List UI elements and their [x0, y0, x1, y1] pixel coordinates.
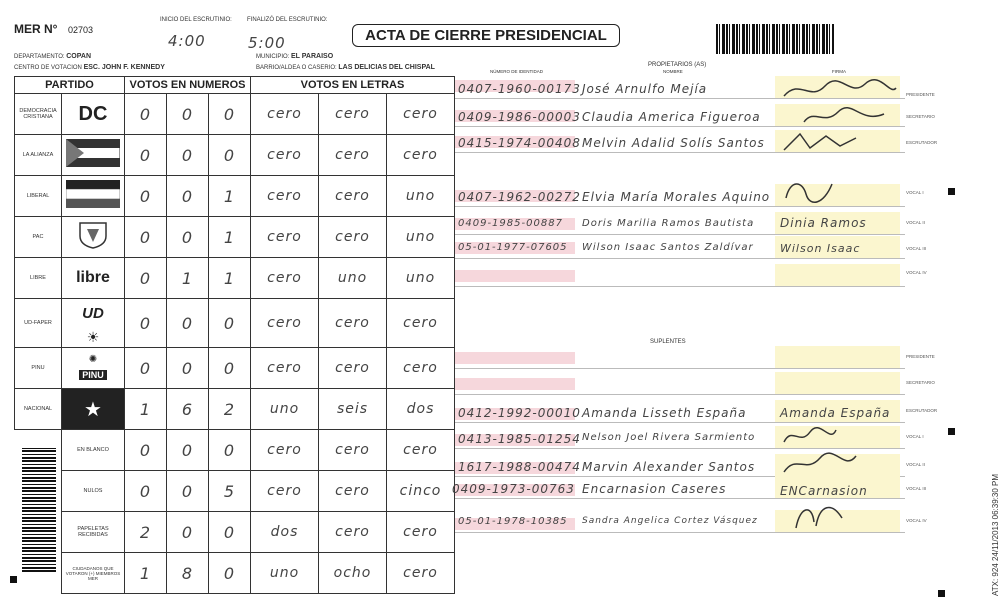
vote-digit: 0: [125, 135, 167, 176]
vote-digit: 8: [167, 553, 209, 594]
substitute-role: SECRETARIO: [906, 380, 935, 385]
vote-word: cero: [319, 217, 387, 258]
vote-word: cero: [387, 512, 455, 553]
vote-digit: 0: [125, 258, 167, 299]
start-time-label: INICIO DEL ESCRUTINIO:: [160, 17, 232, 23]
substitute-role: ESCRUTADOR: [906, 408, 938, 413]
party-name: LA ALIANZA: [15, 135, 62, 176]
vertical-barcode: [22, 448, 56, 572]
pinu-emblem-icon: ✺: [88, 353, 98, 365]
signature-text: Amanda España: [780, 406, 891, 420]
table-row: [15, 348, 455, 389]
owner-role: VOCAL I: [906, 190, 924, 195]
name-column-label: NOMBRE: [663, 69, 683, 74]
table-row: [15, 553, 455, 594]
owner-id: 0409-1986-00003: [458, 110, 581, 124]
owner-name: José Arnulfo Mejía: [582, 82, 708, 96]
vote-word: cero: [387, 430, 455, 471]
substitute-role: VOCAL I: [906, 434, 924, 439]
vote-digit: 0: [167, 348, 209, 389]
registration-mark: [948, 428, 955, 435]
signature-scribble-icon: [780, 424, 840, 451]
registration-mark: [938, 590, 945, 597]
municipality-label: MUNICIPIO: EL PARAISO: [256, 53, 334, 60]
substitute-name: Encarnasion Caseres: [582, 482, 727, 496]
owner-role: VOCAL IV: [906, 270, 927, 275]
vote-word: cero: [319, 471, 387, 512]
substitute-id: 0412-1992-00010: [458, 406, 581, 420]
owner-role: VOCAL III: [906, 246, 927, 251]
vote-digit: 0: [167, 176, 209, 217]
table-row: [15, 258, 455, 299]
party-name: LIBRE: [15, 258, 62, 299]
dc-logo: DC: [62, 94, 125, 135]
vote-digit: 0: [125, 217, 167, 258]
vote-word: cero: [319, 348, 387, 389]
owner-role: ESCRUTADOR: [906, 140, 938, 145]
nacional-star-icon: ★: [62, 389, 125, 430]
header-party: PARTIDO: [15, 77, 125, 94]
header-votes-words: VOTOS EN LETRAS: [251, 77, 455, 94]
owner-name: Elvia María Morales Aquino: [582, 190, 771, 204]
vote-digit: 1: [209, 217, 251, 258]
vote-digit: 0: [167, 512, 209, 553]
vote-word: cero: [387, 348, 455, 389]
owner-id: 0409-1985-00887: [458, 218, 563, 229]
ud-logo: UD☀: [62, 299, 125, 348]
header-votes-numbers: VOTOS EN NUMEROS: [125, 77, 251, 94]
party-name: PAPELETAS RECIBIDAS: [62, 512, 125, 553]
table-row: [15, 389, 455, 430]
signature-text: Wilson Isaac: [780, 242, 861, 255]
vote-digit: 0: [209, 430, 251, 471]
mer-number: 02703: [68, 25, 94, 35]
party-name: PAC: [15, 217, 62, 258]
owner-id: 0407-1960-00173: [458, 82, 581, 96]
vote-word: dos: [251, 512, 319, 553]
party-name: DEMOCRACIA CRISTIANA: [15, 94, 62, 135]
vote-digit: 0: [125, 471, 167, 512]
mer-label: MER N°: [14, 22, 58, 36]
vote-digit: 5: [209, 471, 251, 512]
vote-word: uno: [387, 176, 455, 217]
owner-name: Doris Marilia Ramos Bautista: [582, 218, 755, 229]
table-row: [15, 94, 455, 135]
barcode: [716, 24, 834, 54]
substitute-id: 0409-1973-00763: [452, 482, 575, 496]
pinu-logo: ✺ PINU: [62, 348, 125, 389]
vote-digit: 0: [167, 94, 209, 135]
signature-text: Dinia Ramos: [780, 216, 867, 230]
id-column-label: NÚMERO DE IDENTIDAD: [490, 69, 544, 74]
vote-word: cero: [251, 430, 319, 471]
start-time: 4:00: [168, 32, 206, 50]
vote-word: cero: [251, 176, 319, 217]
signature-line: [455, 372, 905, 395]
owner-id: 05-01-1977-07605: [458, 242, 568, 253]
vote-word: uno: [387, 217, 455, 258]
vote-word: cero: [251, 258, 319, 299]
table-row: [15, 430, 455, 471]
vote-digit: 0: [209, 553, 251, 594]
signature-scribble-icon: [800, 106, 890, 131]
party-name: UD-FAPER: [15, 299, 62, 348]
vote-word: cero: [251, 94, 319, 135]
vote-digit: 2: [125, 512, 167, 553]
vote-digit: 1: [209, 258, 251, 299]
vote-digit: 1: [209, 176, 251, 217]
department-label: DEPARTAMENTO: COPAN: [14, 53, 92, 60]
vote-digit: 0: [209, 299, 251, 348]
vote-digit: 0: [125, 299, 167, 348]
vote-word: cero: [319, 512, 387, 553]
end-time-label: FINALIZÓ DEL ESCRUTINIO:: [247, 17, 328, 23]
table-row: [15, 471, 455, 512]
table-row: [15, 217, 455, 258]
substitute-role: VOCAL III: [906, 486, 927, 491]
table-row: [15, 176, 455, 217]
pac-shield-icon: [62, 217, 125, 258]
registration-mark: [10, 576, 17, 583]
vote-word: cero: [251, 217, 319, 258]
owner-role: VOCAL II: [906, 220, 925, 225]
end-time: 5:00: [248, 34, 286, 52]
vote-word: uno: [251, 553, 319, 594]
party-name: NULOS: [62, 471, 125, 512]
signature-scribble-icon: [790, 498, 850, 537]
owner-role: PRESIDENTE: [906, 92, 935, 97]
owners-label: PROPIETARIOS (AS): [648, 62, 707, 68]
substitute-name: Marvin Alexander Santos: [582, 460, 756, 474]
owner-id: 0415-1974-00408: [458, 136, 581, 150]
vote-word: cero: [387, 135, 455, 176]
vote-digit: 0: [209, 94, 251, 135]
vote-word: cero: [251, 135, 319, 176]
village-label: BARRIO/ALDEA O CASERIO: LAS DELICIAS DEL CHISPAL: [256, 64, 435, 71]
party-name: LIBERAL: [15, 176, 62, 217]
vote-word: cero: [387, 299, 455, 348]
vote-digit: 0: [125, 430, 167, 471]
vote-table: [14, 76, 455, 594]
owner-id: 0407-1962-00272: [458, 190, 581, 204]
vote-digit: 0: [209, 348, 251, 389]
vote-digit: 2: [209, 389, 251, 430]
substitute-id: 0413-1985-01254: [458, 432, 581, 446]
municipality-value: EL PARAISO: [291, 53, 334, 60]
vote-word: ocho: [319, 553, 387, 594]
vote-word: cero: [319, 94, 387, 135]
vote-digit: 1: [125, 553, 167, 594]
owner-name: Wilson Isaac Santos Zaldívar: [582, 242, 754, 253]
signature-line: [455, 346, 905, 369]
vote-word: cero: [387, 94, 455, 135]
vote-word: cero: [251, 299, 319, 348]
signature-scribble-icon: [780, 130, 860, 157]
table-row: [15, 299, 455, 348]
party-name: EN BLANCO: [62, 430, 125, 471]
substitute-name: Nelson Joel Rivera Sarmiento: [582, 432, 756, 443]
table-row: [15, 512, 455, 553]
signature-text: ENCarnasion: [780, 484, 868, 498]
vote-word: uno: [251, 389, 319, 430]
vote-word: cero: [319, 430, 387, 471]
vote-word: cero: [319, 299, 387, 348]
owner-name: Melvin Adalid Solís Santos: [582, 136, 765, 150]
vote-digit: 1: [125, 389, 167, 430]
vote-word: cero: [319, 176, 387, 217]
vote-word: uno: [387, 258, 455, 299]
signature-line: [455, 264, 905, 287]
vote-digit: 6: [167, 389, 209, 430]
vote-word: cero: [251, 348, 319, 389]
vote-word: cero: [251, 471, 319, 512]
registration-mark: [948, 188, 955, 195]
vote-word: cero: [387, 553, 455, 594]
center-label: CENTRO DE VOTACION ESC. JOHN F. KENNEDY: [14, 64, 165, 71]
substitute-id: 05-01-1978-10385: [458, 516, 568, 527]
signature-scribble-icon: [780, 176, 840, 209]
vote-word: cinco: [387, 471, 455, 512]
substitute-role: VOCAL IV: [906, 518, 927, 523]
signature-scribble-icon: [780, 78, 900, 105]
vote-word: uno: [319, 258, 387, 299]
party-name: PINU: [15, 348, 62, 389]
scan-timestamp: ATX: 924 24/11/2013 06:39:30 PM: [991, 473, 1000, 596]
vote-digit: 0: [167, 135, 209, 176]
vote-word: dos: [387, 389, 455, 430]
vote-word: cero: [319, 135, 387, 176]
vote-digit: 0: [125, 94, 167, 135]
vote-digit: 0: [167, 217, 209, 258]
vote-digit: 0: [167, 471, 209, 512]
vote-digit: 0: [167, 430, 209, 471]
substitute-role: VOCAL II: [906, 462, 925, 467]
substitutes-label: SUPLENTES: [650, 339, 686, 345]
party-name: CIUDADANOS QUE VOTARON (+) MIEMBROS MER: [62, 553, 125, 594]
vote-digit: 0: [125, 176, 167, 217]
signature-column-label: FIRMA: [832, 69, 846, 74]
vote-digit: 0: [125, 348, 167, 389]
owner-name: Claudia America Figueroa: [582, 110, 761, 124]
vote-digit: 0: [167, 299, 209, 348]
document-title: ACTA DE CIERRE PRESIDENCIAL: [352, 24, 620, 47]
vote-digit: 0: [209, 135, 251, 176]
sun-icon: ☀: [86, 329, 100, 345]
center-value: ESC. JOHN F. KENNEDY: [83, 64, 165, 71]
party-name: NACIONAL: [15, 389, 62, 430]
table-row: [15, 135, 455, 176]
substitute-id: 1617-1988-00474: [458, 460, 581, 474]
substitute-name: Sandra Angelica Cortez Vásquez: [582, 516, 758, 526]
village-value: LAS DELICIAS DEL CHISPAL: [338, 64, 435, 71]
vote-digit: 0: [209, 512, 251, 553]
libre-logo: libre: [62, 258, 125, 299]
vote-word: seis: [319, 389, 387, 430]
vote-digit: 1: [167, 258, 209, 299]
substitute-name: Amanda Lisseth España: [582, 406, 747, 420]
liberal-flag-icon: [62, 176, 125, 217]
owner-role: SECRETARIO: [906, 114, 935, 119]
department-value: COPAN: [66, 53, 92, 60]
substitute-role: PRESIDENTE: [906, 354, 935, 359]
alianza-flag-icon: [62, 135, 125, 176]
